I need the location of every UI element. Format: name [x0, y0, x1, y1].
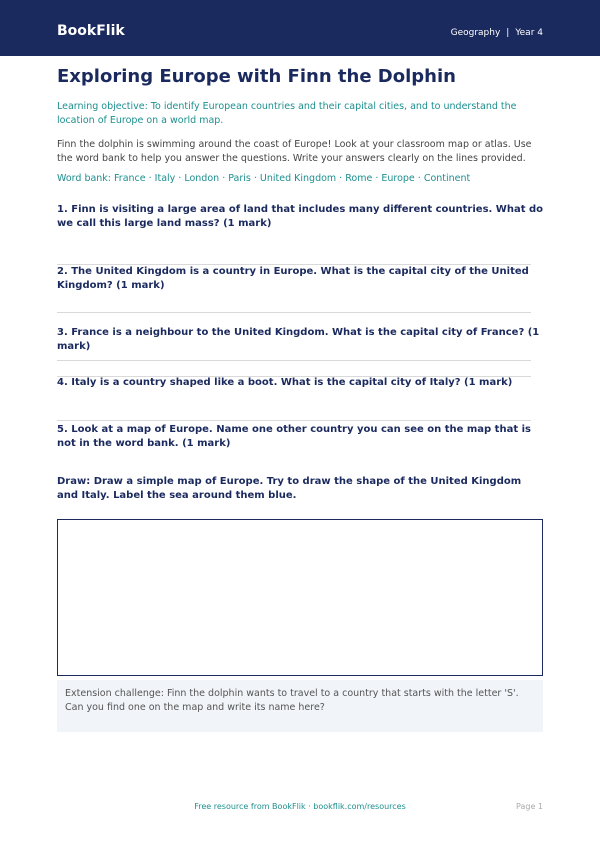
worksheet-title: Exploring Europe with Finn the Dolphin	[57, 66, 456, 87]
draw-task: Draw: Draw a simple map of Europe. Try to draw the shape of the United Kingdom and Italy. Label the sea around them blue.	[57, 476, 522, 501]
extension-challenge: Extension challenge: Finn the dolphin wants to travel to a country that starts with the letter 'S'. Can you find one on the map and write its name here?	[57, 680, 543, 732]
drawing-area[interactable]	[57, 519, 543, 676]
answer-line-4[interactable]	[57, 376, 531, 377]
question-1: 1. Finn is visiting a large area of land that includes many different countries. What do we call this large land mass? (1 mark)	[57, 204, 543, 229]
question-2: 2. The United Kingdom is a country in Europe. What is the capital city of the United Kingdom? (1 mark)	[57, 266, 529, 291]
year-label: Year 4	[515, 28, 543, 38]
page-number: Page 1	[516, 802, 543, 811]
question-4: 4. Italy is a country shaped like a boot. What is the capital city of Italy? (1 mark)	[57, 377, 513, 388]
header-bar	[0, 0, 600, 56]
meta-separator: |	[506, 28, 510, 38]
question-5: 5. Look at a map of Europe. Name one other country you can see on the map that is not in the word bank. (1 mark)	[57, 424, 531, 449]
answer-line-5[interactable]	[57, 420, 531, 421]
answer-line-2[interactable]	[57, 312, 531, 313]
subject-year-meta	[451, 28, 543, 38]
intro-text: Finn the dolphin is swimming around the coast of Europe! Look at your classroom map or atlas. Use the word bank to help you answer the questions. Write your answers clearly on the lines provided.	[57, 139, 532, 164]
learning-objective: Learning objective: To identify European countries and their capital cities, and to understand the location of Europe on a world map.	[57, 101, 517, 126]
brand-logo: BookFlik	[57, 23, 125, 39]
answer-line-3[interactable]	[57, 360, 531, 361]
word-bank: Word bank: France · Italy · London · Paris · United Kingdom · Rome · Europe · Continent	[57, 173, 471, 184]
question-3: 3. France is a neighbour to the United Kingdom. What is the capital city of France? (1 mark)	[57, 327, 540, 352]
subject-label: Geography	[450, 28, 501, 38]
footer-credit: Free resource from BookFlik · bookflik.com/resources	[194, 802, 406, 811]
